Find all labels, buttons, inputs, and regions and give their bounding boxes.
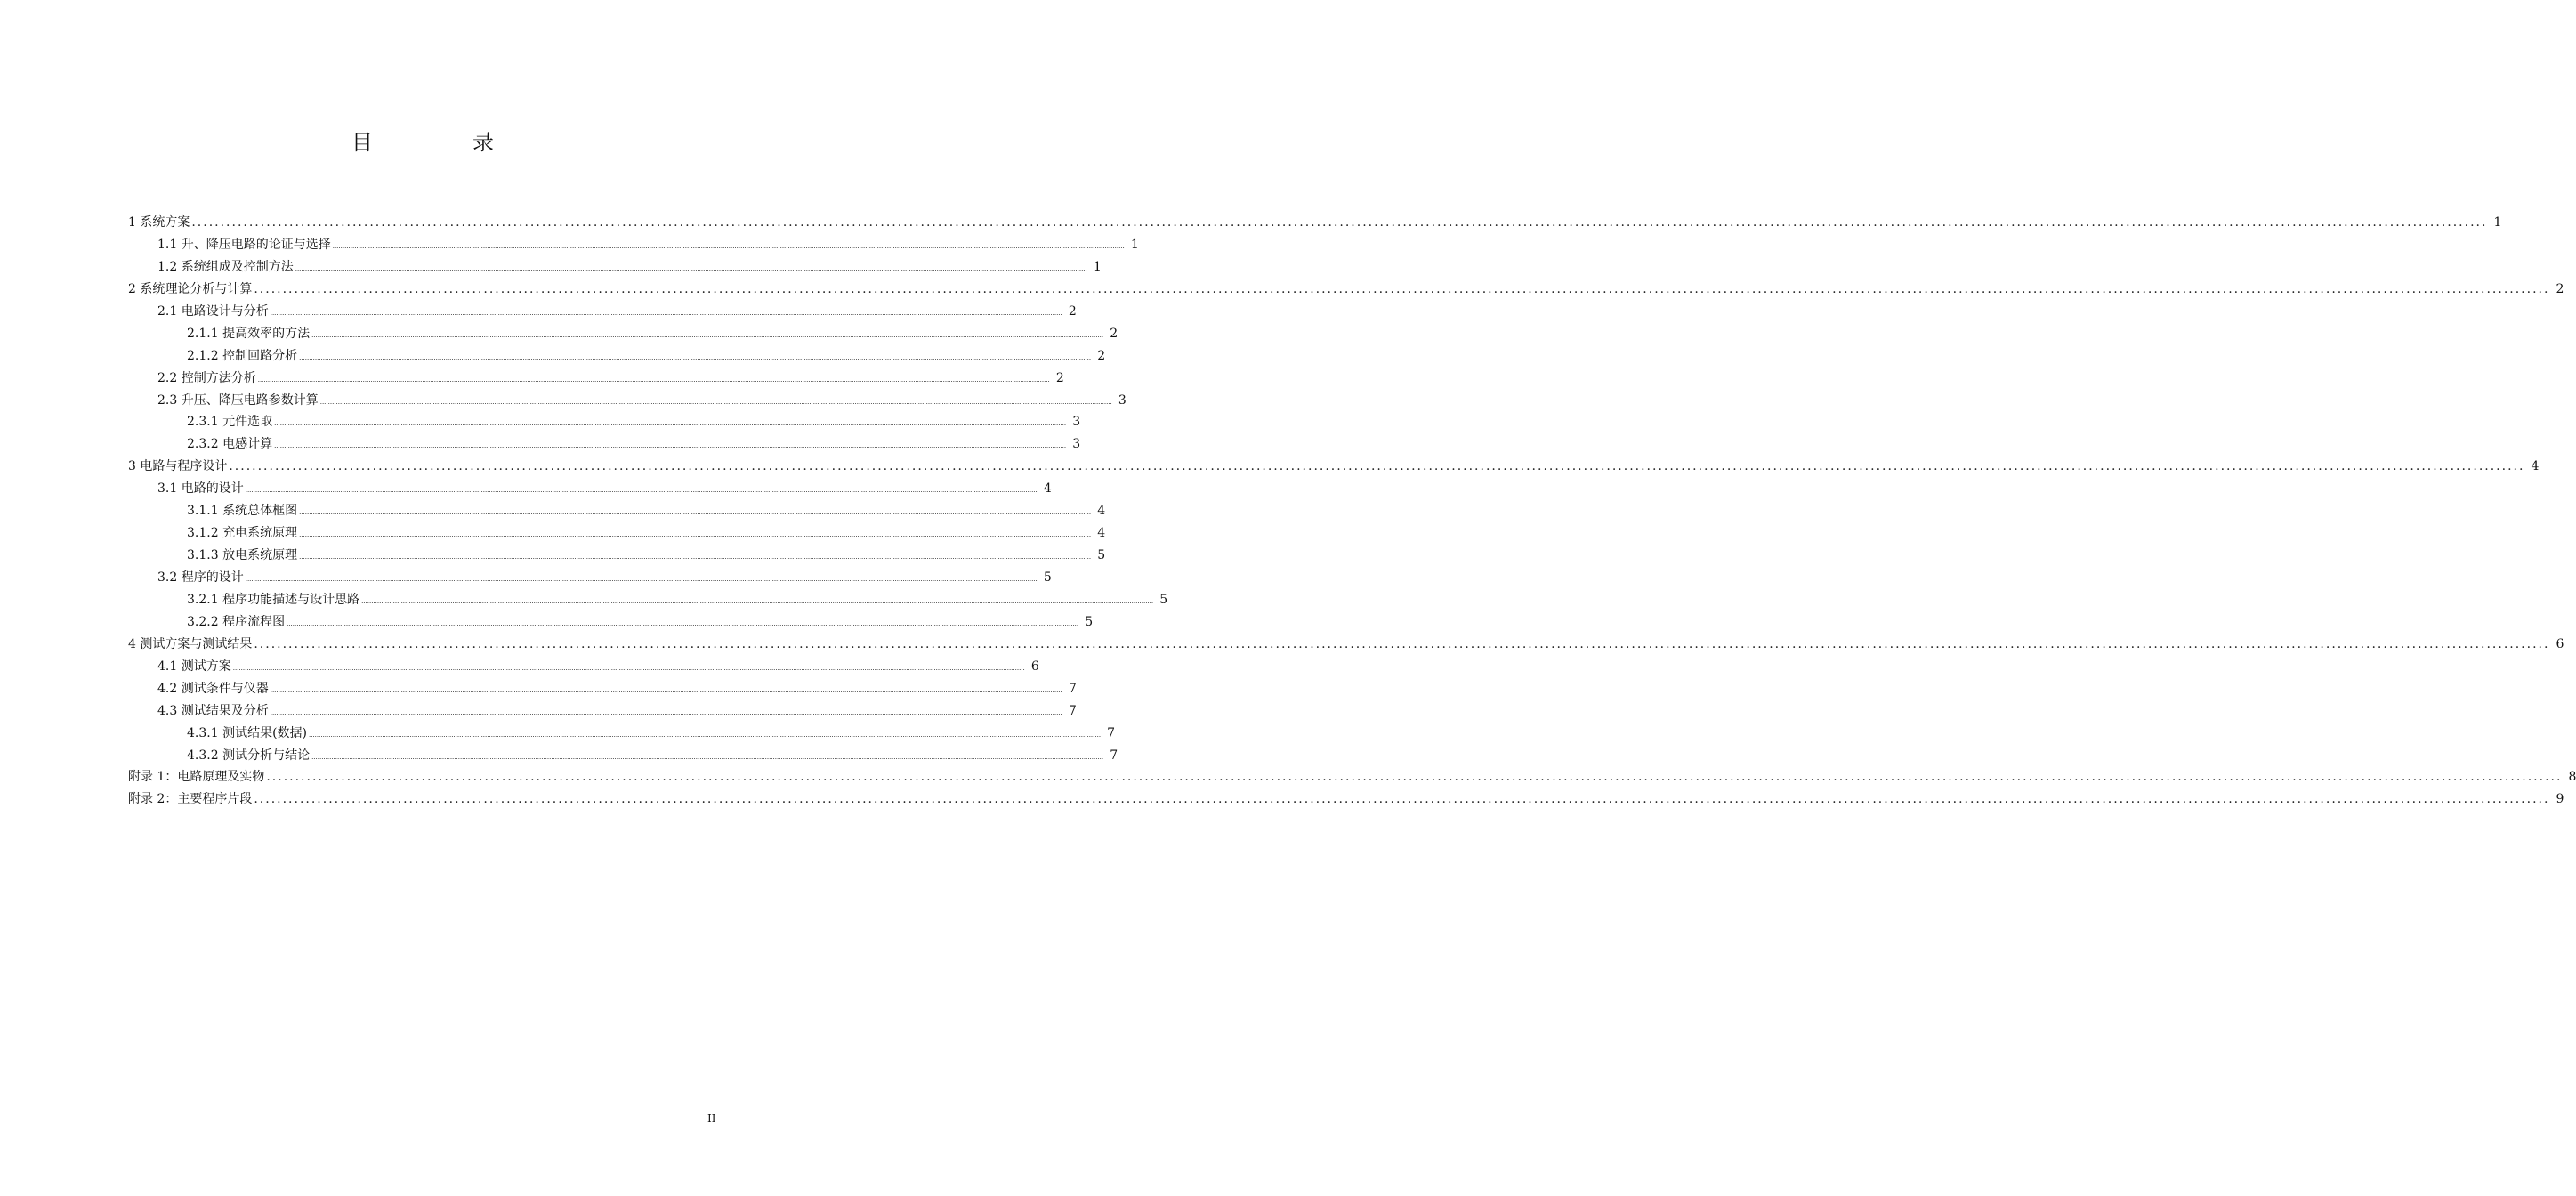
toc-entry-label: 1 系统方案 [128, 215, 190, 230]
toc-entry-label: 4.2 测试条件与仪器 [157, 681, 269, 696]
toc-entry-page: 4 [2531, 459, 2540, 474]
dot-leader: ................................................................................................................................................................................................................................................................................................................................................................................................................ [229, 459, 2525, 474]
toc-entry-page: 4 [1097, 526, 1106, 541]
dot-leader: ................................................................................................................................................................................................................................................................................................................................................................................................................ [254, 636, 2550, 651]
page-title: 目 录 [351, 130, 533, 155]
toc-entry[interactable] [128, 766, 2576, 788]
toc-entry-page: 1 [2493, 215, 2502, 230]
toc-entry[interactable] [128, 234, 1139, 256]
dot-leader: ................................................................................................................................................................................................................................................................................................................................................................................................................ [254, 792, 2550, 807]
dot-leader: ................................................................................................................................................................................................................................................................................................................................................................................................................ [257, 376, 1050, 384]
dot-leader: ................................................................................................................................................................................................................................................................................................................................................................................................................ [191, 215, 2488, 230]
dot-leader: ................................................................................................................................................................................................................................................................................................................................................................................................................ [299, 554, 1092, 562]
toc-entry[interactable] [128, 433, 1081, 456]
toc-entry-label: 3.2.1 程序功能描述与设计思路 [187, 592, 360, 607]
toc-entry-page: 6 [1030, 659, 1039, 674]
toc-entry-label: 1.2 系统组成及控制方法 [157, 259, 294, 274]
toc-entry[interactable] [128, 323, 1118, 345]
toc-entry-page: 5 [1043, 570, 1052, 585]
dot-leader: ................................................................................................................................................................................................................................................................................................................................................................................................................ [270, 309, 1062, 317]
toc-entry-page: 2 [1068, 303, 1077, 319]
dot-leader: ................................................................................................................................................................................................................................................................................................................................................................................................................ [309, 731, 1102, 739]
dot-leader: ................................................................................................................................................................................................................................................................................................................................................................................................................ [270, 708, 1062, 716]
toc-entry[interactable] [128, 567, 1052, 589]
toc-entry-page: 8 [2568, 770, 2576, 785]
dot-leader: ................................................................................................................................................................................................................................................................................................................................................................................................................ [299, 531, 1092, 539]
toc-entry[interactable] [128, 256, 1102, 279]
toc-entry-page: 3 [1072, 415, 1081, 430]
toc-entry-label: 3.1.2 充电系统原理 [187, 526, 298, 541]
dot-leader: ................................................................................................................................................................................................................................................................................................................................................................................................................ [287, 619, 1079, 627]
toc-entry[interactable] [128, 390, 1126, 412]
toc-entry-label: 2.1.1 提高效率的方法 [187, 326, 311, 341]
toc-entry[interactable] [128, 700, 1077, 723]
toc-entry-label: 2.1 电路设计与分析 [157, 303, 269, 319]
page-number: II [707, 1112, 716, 1125]
toc-entry-page: 3 [1118, 392, 1126, 408]
toc-entry-label: 4.3.2 测试分析与结论 [187, 748, 311, 763]
toc-entry-label: 2 系统理论分析与计算 [128, 281, 253, 296]
toc-entry[interactable] [128, 345, 1106, 368]
toc-entry-page: 7 [1068, 681, 1077, 696]
toc-entry-page: 2 [1110, 326, 1118, 341]
toc-entry-label: 2.3.2 电感计算 [187, 437, 273, 452]
toc-entry-page: 7 [1110, 748, 1118, 763]
toc-entry-label: 3 电路与程序设计 [128, 459, 228, 474]
toc-entry-label: 4.1 测试方案 [157, 659, 231, 674]
toc-entry-page: 7 [1107, 725, 1116, 740]
toc-entry[interactable] [128, 368, 1064, 390]
dot-leader: ................................................................................................................................................................................................................................................................................................................................................................................................................ [245, 576, 1038, 583]
toc-entry[interactable] [128, 656, 1039, 678]
dot-leader: ................................................................................................................................................................................................................................................................................................................................................................................................................ [319, 398, 1112, 406]
dot-leader: ................................................................................................................................................................................................................................................................................................................................................................................................................ [274, 442, 1067, 450]
toc-entry[interactable] [128, 456, 2540, 478]
toc-entry[interactable] [128, 745, 1118, 767]
dot-leader: ................................................................................................................................................................................................................................................................................................................................................................................................................ [274, 420, 1067, 428]
toc-entry-page: 5 [1085, 614, 1094, 629]
toc-entry-label: 4 测试方案与测试结果 [128, 636, 253, 651]
toc-entry[interactable] [128, 500, 1106, 522]
toc-entry-label: 3.2.2 程序流程图 [187, 614, 286, 629]
toc-entry-page: 4 [1097, 504, 1106, 519]
dot-leader: ................................................................................................................................................................................................................................................................................................................................................................................................................ [299, 509, 1092, 517]
toc-entry-page: 3 [1072, 437, 1081, 452]
table-of-contents [128, 212, 2576, 811]
toc-entry[interactable] [128, 279, 2564, 301]
toc-entry-label: 3.1 电路的设计 [157, 481, 244, 497]
toc-entry[interactable] [128, 788, 2564, 811]
toc-entry-label: 2.1.2 控制回路分析 [187, 348, 298, 363]
toc-entry-page: 2 [2556, 281, 2564, 296]
toc-entry[interactable] [128, 634, 2564, 656]
toc-entry-label: 3.2 程序的设计 [157, 570, 244, 585]
toc-entry-page: 2 [1055, 370, 1064, 385]
toc-entry-page: 7 [1068, 703, 1077, 718]
toc-entry-label: 4.3.1 测试结果(数据) [187, 725, 307, 740]
dot-leader: ................................................................................................................................................................................................................................................................................................................................................................................................................ [232, 664, 1025, 672]
dot-leader: ................................................................................................................................................................................................................................................................................................................................................................................................................ [311, 331, 1104, 339]
toc-entry[interactable] [128, 212, 2502, 234]
toc-entry-label: 2.3.1 元件选取 [187, 415, 273, 430]
toc-entry-page: 1 [1130, 237, 1139, 252]
dot-leader: ................................................................................................................................................................................................................................................................................................................................................................................................................ [245, 487, 1038, 495]
toc-entry-label: 3.1.3 放电系统原理 [187, 548, 298, 563]
toc-entry-label: 4.3 测试结果及分析 [157, 703, 269, 718]
toc-entry-page: 9 [2556, 792, 2564, 807]
toc-entry[interactable] [128, 411, 1081, 433]
toc-entry-label: 1.1 升、降压电路的论证与选择 [157, 237, 331, 252]
toc-entry-page: 5 [1097, 548, 1106, 563]
toc-entry-label: 3.1.1 系统总体框图 [187, 504, 298, 519]
toc-entry[interactable] [128, 678, 1077, 700]
toc-entry[interactable] [128, 301, 1077, 323]
dot-leader: ................................................................................................................................................................................................................................................................................................................................................................................................................ [254, 281, 2550, 296]
toc-entry[interactable] [128, 545, 1106, 567]
dot-leader: ................................................................................................................................................................................................................................................................................................................................................................................................................ [332, 242, 1125, 250]
toc-entry-page: 6 [2556, 636, 2564, 651]
toc-entry[interactable] [128, 723, 1116, 745]
toc-entry-label: 2.3 升压、降压电路参数计算 [157, 392, 319, 408]
toc-entry-label: 附录 2：主要程序片段 [128, 792, 253, 807]
dot-leader: ................................................................................................................................................................................................................................................................................................................................................................................................................ [299, 353, 1092, 361]
toc-entry[interactable] [128, 522, 1106, 545]
dot-leader: ................................................................................................................................................................................................................................................................................................................................................................................................................ [361, 597, 1154, 605]
toc-entry-label: 2.2 控制方法分析 [157, 370, 256, 385]
toc-entry-page: 5 [1159, 592, 1168, 607]
dot-leader: ................................................................................................................................................................................................................................................................................................................................................................................................................ [266, 770, 2563, 785]
toc-entry-page: 1 [1093, 259, 1102, 274]
dot-leader: ................................................................................................................................................................................................................................................................................................................................................................................................................ [270, 686, 1062, 694]
toc-entry[interactable] [128, 611, 1094, 634]
dot-leader: ................................................................................................................................................................................................................................................................................................................................................................................................................ [295, 264, 1087, 272]
toc-entry-page: 2 [1097, 348, 1106, 363]
dot-leader: ................................................................................................................................................................................................................................................................................................................................................................................................................ [311, 753, 1104, 761]
toc-entry[interactable] [128, 589, 1168, 611]
toc-entry-page: 4 [1043, 481, 1052, 497]
toc-entry-label: 附录 1：电路原理及实物 [128, 770, 265, 785]
toc-entry[interactable] [128, 478, 1052, 500]
